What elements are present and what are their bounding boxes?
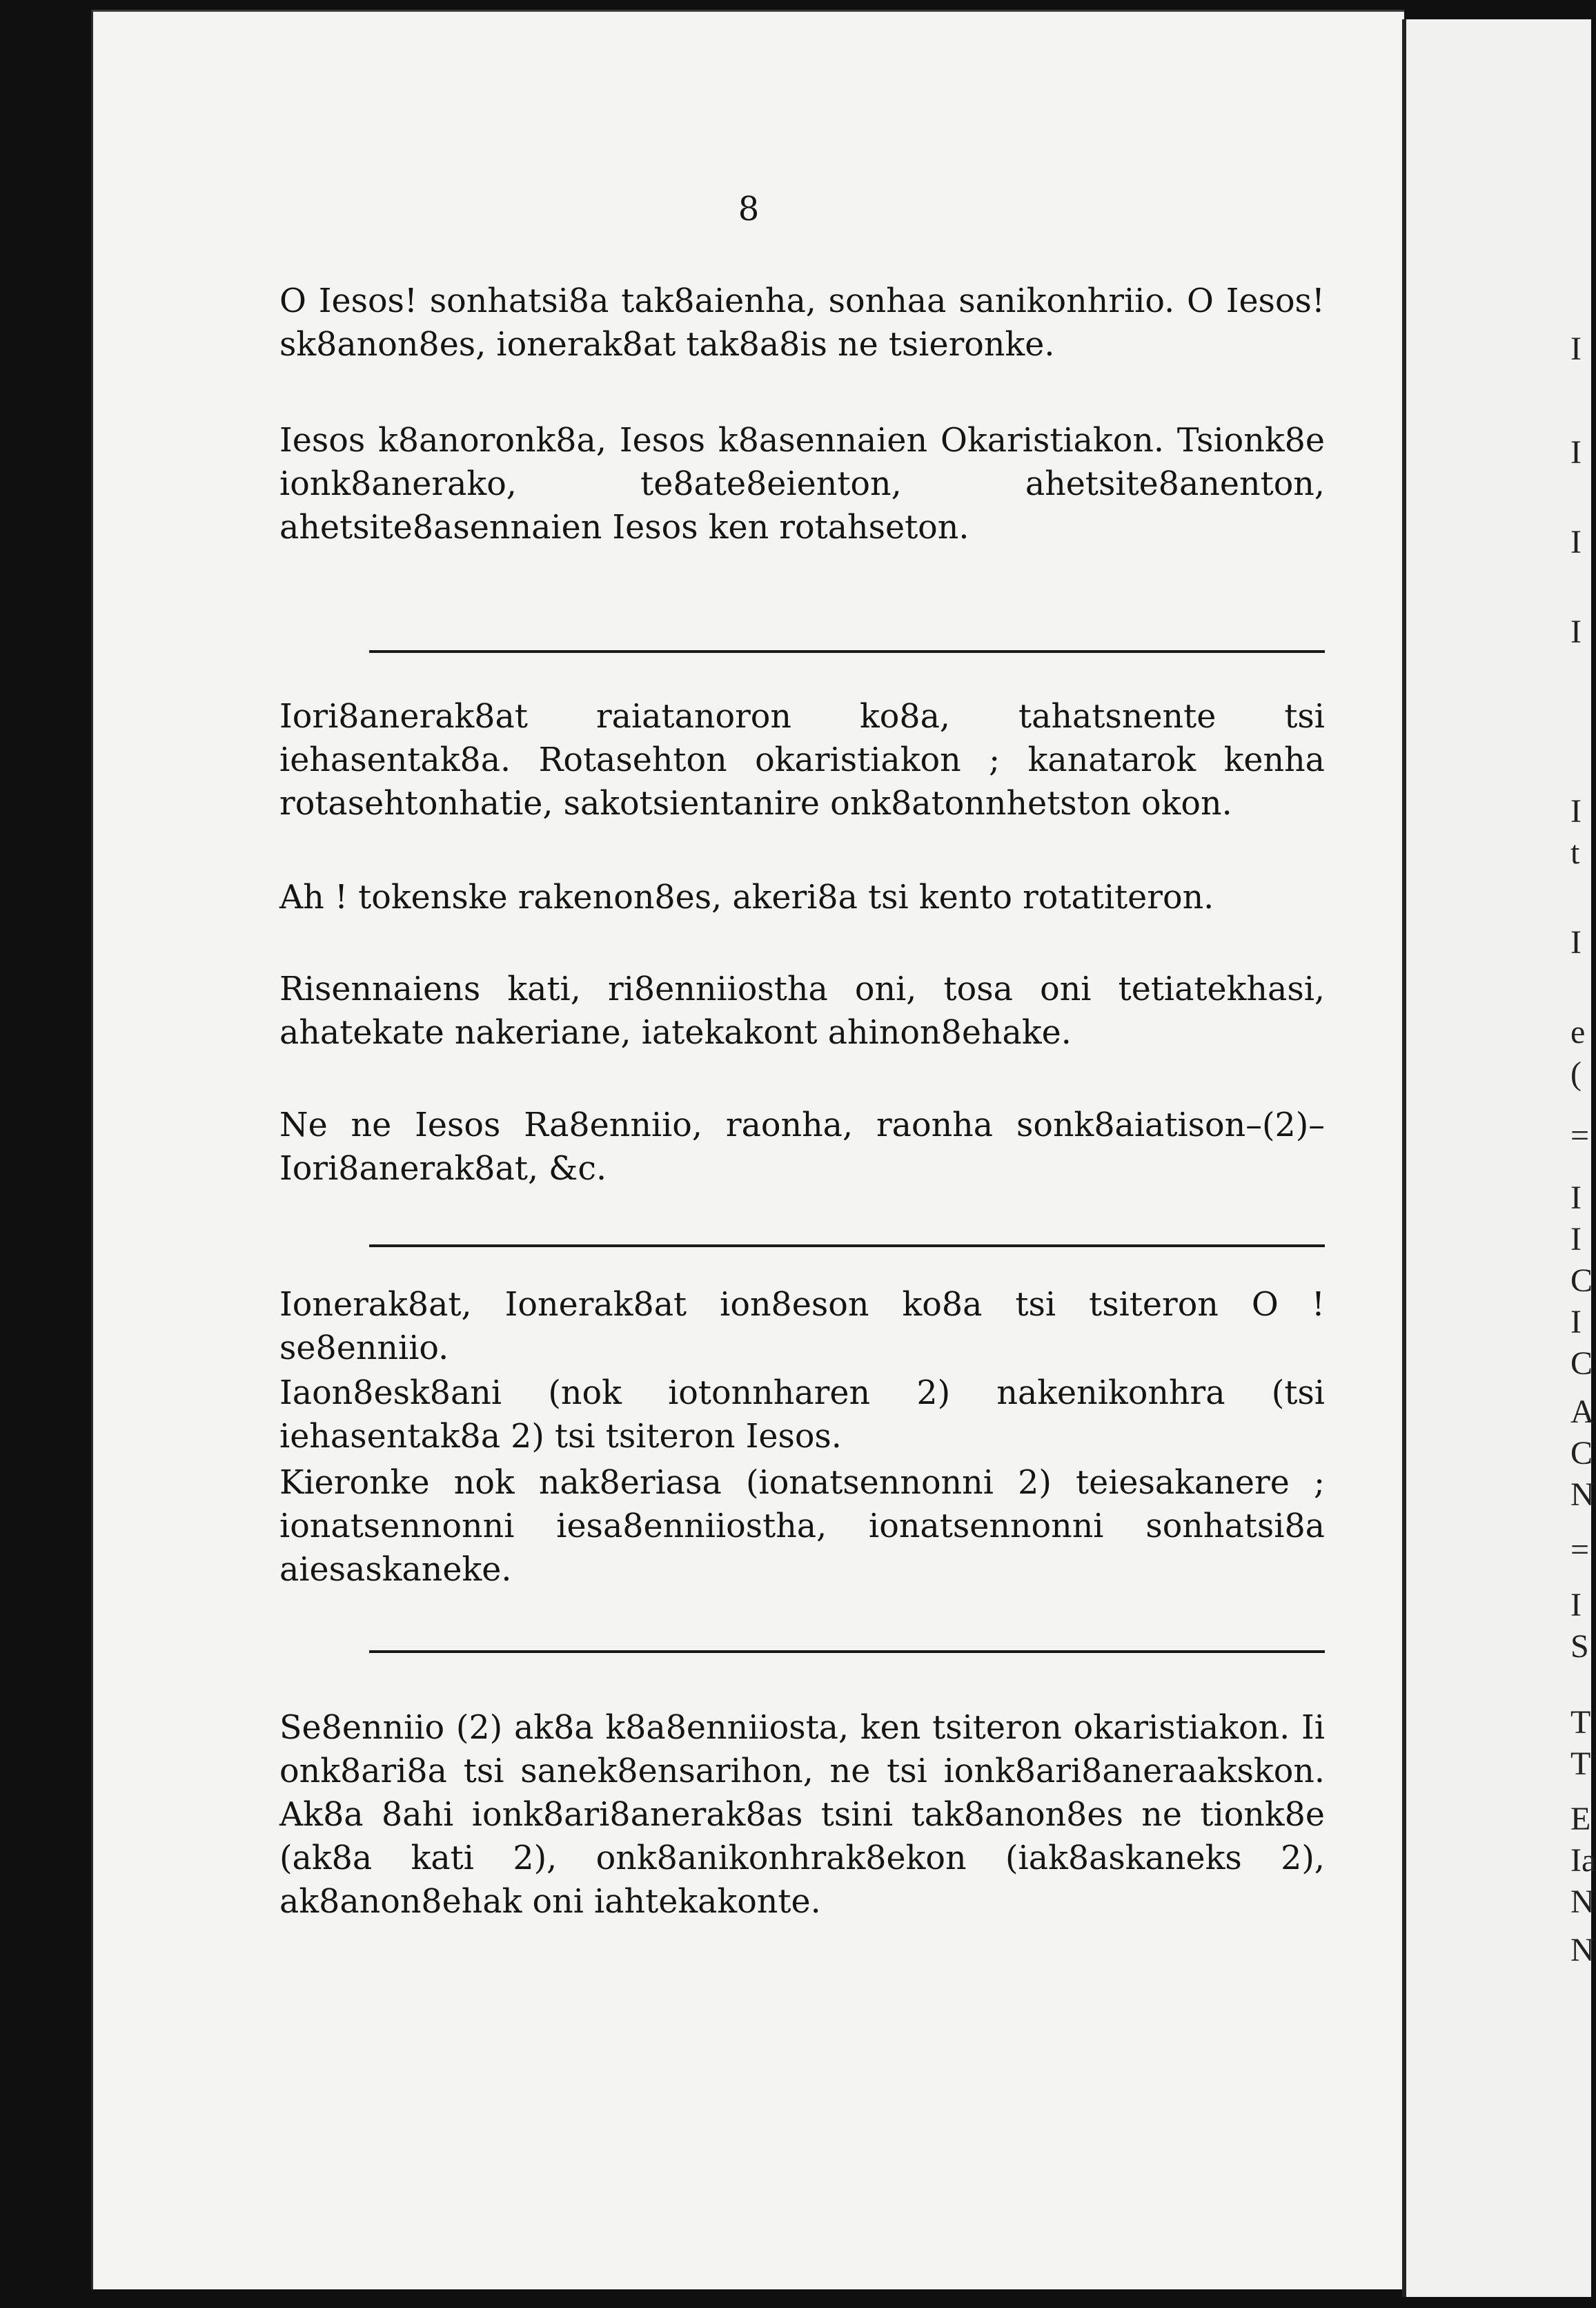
paragraph: Iesos k8anoronk8a, Iesos k8asennaien Okaristiakon. Tsionk8e ionk8anerako, te8ate8eienton, ahetsite8anenton, ahetsite8asennaien Iesos ken rotahseton. [279, 422, 1325, 547]
paragraph: Kieronke nok nak8eriasa (ionatsennonni 2) teiesakanere ; ionatsennonni iesa8enniiostha, ionatsennonni sonhatsi8a aiesaskaneke. [279, 1464, 1325, 1589]
section-divider [369, 1650, 1325, 1653]
edge-letter: ( [1570, 1055, 1582, 1092]
edge-letter: I [1570, 924, 1582, 961]
edge-letter: E [1570, 1801, 1591, 1837]
edge-letter: N [1570, 1476, 1595, 1513]
paragraph: Iaon8esk8ani (nok iotonnharen 2) nakenikonhra (tsi iehasentak8a 2) tsi tsiteron Iesos. [279, 1374, 1325, 1456]
edge-letter: = [1570, 1532, 1590, 1568]
edge-letter: A [1570, 1393, 1595, 1430]
edge-letter: T [1570, 1745, 1591, 1782]
edge-letter: I [1570, 524, 1582, 560]
section-divider [369, 650, 1325, 653]
paragraph: Ionerak8at, Ionerak8at ion8eson ko8a tsi tsiteron O ! se8enniio. [279, 1286, 1325, 1367]
edge-letter: I [1570, 331, 1582, 367]
paragraph: O Iesos! sonhatsi8a tak8aienha, sonhaa sanikonhriio. O Iesos! sk8anon8es, ionerak8at tak8a8is ne tsieronke. [279, 282, 1325, 364]
edge-letter: = [1570, 1117, 1590, 1154]
edge-letter: I [1570, 1221, 1582, 1258]
edge-letter: Ia [1570, 1842, 1596, 1879]
edge-letter: I [1570, 1587, 1582, 1623]
edge-letter: N [1570, 1932, 1595, 1968]
edge-letter: I [1570, 614, 1582, 650]
page-number: 8 [738, 190, 760, 228]
paragraph: Ah ! tokenske rakenon8es, akeri8a tsi kento rotatiteron. [279, 879, 1214, 917]
paragraph: Se8enniio (2) ak8a k8a8enniiosta, ken tsiteron okaristiakon. Ii onk8ari8a tsi sanek8ensarihon, ne tsi ionk8ari8aneraakskon. Ak8a 8ahi ionk8ari8anerak8as tsini tak8anon8es ne tionk8e (ak8a kati 2), onk8anikonhrak8ekon (iak8askaneks 2), ak8anon8ehak oni iahtekakonte. [279, 1709, 1325, 1921]
edge-letter: I [1570, 1180, 1582, 1216]
section-divider [369, 1244, 1325, 1247]
paragraph: Ne ne Iesos Ra8enniio, raonha, raonha sonk8aiatison–(2)–Iori8anerak8at, &c. [279, 1106, 1325, 1188]
facing-page-edge [1402, 19, 1596, 2297]
paragraph: Iori8anerak8at raiatanoron ko8a, tahatsnente tsi iehasentak8a. Rotasehton okaristiakon ; kanatarok kenha rotasehtonhatie, sakotsientanire onk8atonnhetston okon. [279, 698, 1325, 823]
edge-letter: t [1570, 834, 1580, 871]
edge-letter: C [1570, 1435, 1593, 1471]
paragraph: Risennaiens kati, ri8enniiostha oni, tosa oni tetiatekhasi, ahatekate nakeriane, iatekakont ahinon8ehake. [279, 970, 1325, 1052]
edge-letter: T [1570, 1704, 1591, 1741]
edge-letter: N [1570, 1884, 1595, 1920]
edge-letter: e [1570, 1014, 1586, 1050]
edge-letter: I [1570, 1304, 1582, 1340]
edge-letter: I [1570, 434, 1582, 471]
edge-letter: C [1570, 1262, 1593, 1299]
edge-letter: I [1570, 793, 1582, 830]
edge-letter: S [1570, 1628, 1589, 1665]
edge-letter: C [1570, 1345, 1593, 1382]
book-page [91, 10, 1404, 2289]
